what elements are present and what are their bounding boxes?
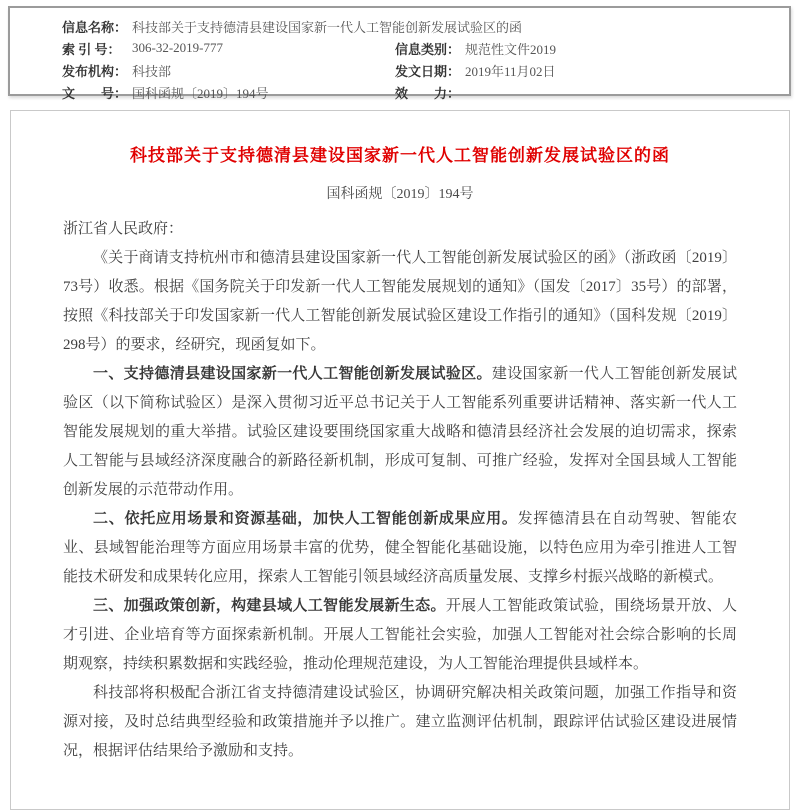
index-number-value: 306-32-2019-777 [132,40,223,55]
paragraph-section-3 [63,592,737,679]
document-body-panel [10,110,790,810]
info-row-docnum-effect [62,81,779,103]
issuing-agency-value: 科技部 [132,63,172,79]
issue-date-value: 2019年11月02日 [465,63,556,79]
info-category-label: 信息类别： [395,41,461,57]
info-name-value: 科技部关于支持德清县建设国家新一代人工智能创新发展试验区的函 [132,19,523,35]
info-row-index-category [62,37,779,59]
effectiveness-label: 效 力： [395,85,461,101]
paragraph-section-1 [63,360,737,505]
section-heading: 三、加强政策创新，构建县域人工智能发展新生态。 [93,598,446,614]
section-heading: 二、依托应用场景和资源基础，加快人工智能创新成果应用。 [93,511,518,527]
info-category-value: 规范性文件2019 [465,41,557,57]
paragraph-text: 开展人工智能政策试验，围绕场景开放、人才引进、企业培育等方面探索新机制。开展人工智能社会实验，加强人工智能对社会综合影响的长周期观察，持续积累数据和实践经验，推动伦理规范建设，为人工智能治理提供县域样本。 [63,598,737,672]
document-text [63,215,737,766]
document-number-label: 文 号： [62,85,128,101]
index-number-label: 索 引 号： [62,41,121,57]
salutation: 浙江省人民政府： [63,221,184,237]
info-row-agency-date [62,59,779,81]
paragraph-text: 发挥德清县在自动驾驶、智能农业、县域智能治理等方面应用场景丰富的优势，健全智能化基础设施，以特色应用为牵引推进人工智能技术研发和成果转化应用，探索人工智能引领县域经济高质量发展、支撑乡村振兴战略的新模式。 [63,511,737,585]
info-name-label: 信息名称： [62,19,128,35]
document-info-panel [8,6,791,101]
document-number-value: 国科函规〔2019〕194号 [132,85,269,101]
paragraph-text: 科技部将积极配合浙江省支持德清建设试验区，协调研究解决相关政策问题，加强工作指导和资源对接，及时总结典型经验和政策措施并予以推广。建立监测评估机制，跟踪评估试验区建设进展情况，根据评估结果给予激励和支持。 [63,685,737,759]
info-row-name [62,15,779,37]
paragraph-intro [63,244,737,360]
paragraph-section-2 [63,505,737,592]
paragraph-text: 建设国家新一代人工智能创新发展试验区（以下简称试验区）是深入贯彻习近平总书记关于人工智能系列重要讲话精神、落实新一代人工智能发展规划的重大举措。试验区建设要围绕国家重大战略和德清县经济社会发展的迫切需求，探索人工智能与县域经济深度融合的新路径新机制，形成可复制、可推广经验，发挥对全国县域人工智能创新发展的示范带动作用。 [63,366,737,498]
issuing-agency-label: 发布机构： [62,63,128,79]
paragraph-closing [63,679,737,766]
section-heading: 一、支持德清县建设国家新一代人工智能创新发展试验区。 [93,366,492,382]
document-number: 国科函规〔2019〕194号 [326,187,474,202]
issue-date-label: 发文日期： [395,63,461,79]
paragraph-text: 《关于商请支持杭州市和德清县建设国家新一代人工智能创新发展试验区的函》（浙政函〔2019〕73号）收悉。根据《国务院关于印发新一代人工智能发展规划的通知》（国发〔2017〕35号）的部署，按照《科技部关于印发国家新一代人工智能创新发展试验区建设工作指引的通知》（国科发规〔2019〕298号）的要求，经研究，现函复如下。 [63,250,737,353]
document-title: 科技部关于支持德清县建设国家新一代人工智能创新发展试验区的函 [130,146,670,165]
